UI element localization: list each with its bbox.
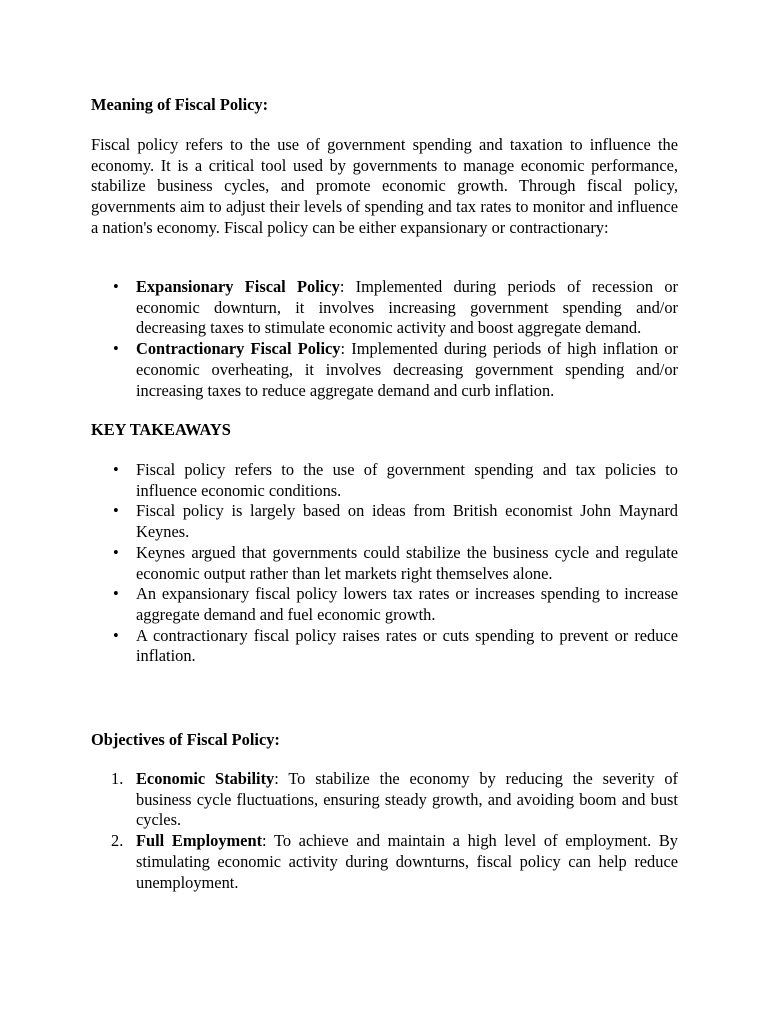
list-item-term: Expansionary Fiscal Policy <box>136 277 340 296</box>
list-item-number: 2. <box>111 831 124 851</box>
list-item <box>91 460 678 501</box>
bullet-icon: • <box>113 625 119 645</box>
list-item-text: A contractionary fiscal policy raises rates or cuts spending to prevent or reduce inflation. <box>136 625 678 666</box>
bullet-icon: • <box>113 277 119 296</box>
list-item <box>91 501 678 542</box>
list-item-text: Fiscal policy refers to the use of government spending and tax policies to influence economic conditions. <box>136 460 678 500</box>
list-item-text: An expansionary fiscal policy lowers tax rates or increases spending to increase aggregate demand and fuel economic growth. <box>136 584 678 624</box>
key-takeaways-list <box>91 460 678 667</box>
list-item-text: : To achieve and maintain a high level of employment. By stimulating economic activity during downturns, fiscal policy can help reduce unemployment. <box>136 831 678 892</box>
list-item-text: : Implemented during periods of recession or economic downturn, it involves increasing government spending and/or decreasing taxes to stimulate economic activity and boost aggregate demand. <box>136 277 678 338</box>
list-item-term: Contractionary Fiscal Policy <box>136 339 341 359</box>
policy-types-list <box>91 277 678 401</box>
section-heading-key-takeaways: KEY TAKEAWAYS <box>91 420 231 439</box>
list-item <box>91 769 678 831</box>
section-heading-meaning: Meaning of Fiscal Policy: <box>91 95 269 114</box>
list-item <box>91 277 678 339</box>
list-item-text: Keynes argued that governments could stabilize the business cycle and regulate economic output rather than let markets right themselves alone. <box>136 542 678 583</box>
list-item <box>91 543 678 584</box>
objectives-list <box>91 769 678 893</box>
section-heading-objectives: Objectives of Fiscal Policy: <box>91 730 280 749</box>
list-item <box>91 339 678 401</box>
list-item-text: Fiscal policy is largely based on ideas from British economist John Maynard Keynes. <box>136 501 678 542</box>
list-item <box>91 584 678 625</box>
list-item <box>91 831 678 893</box>
bullet-icon: • <box>113 460 119 479</box>
list-item-number: 1. <box>111 769 124 788</box>
meaning-paragraph: Fiscal policy refers to the use of government spending and taxation to influence the economy. It is a critical tool used by governments to manage economic performance, stabilize business cycles, and promote economic growth. Through fiscal policy, governments aim to adjust their levels of spending and tax rates to monitor and influence a nation's economy. Fiscal policy can be either expansionary or contractionary: <box>91 135 678 237</box>
list-item <box>91 626 678 667</box>
list-item-text: : Implemented during periods of high inflation or economic overheating, it involves decreasing government spending and/or increasing taxes to reduce aggregate demand and curb inflation. <box>136 339 678 400</box>
bullet-icon: • <box>113 501 119 521</box>
bullet-icon: • <box>113 542 119 562</box>
list-item-text: : To stabilize the economy by reducing the severity of business cycle fluctuations, ensuring steady growth, and avoiding boom and bust cycles. <box>136 769 679 830</box>
bullet-icon: • <box>113 339 119 359</box>
bullet-icon: • <box>113 584 119 604</box>
list-item-term: Economic Stability <box>136 769 275 788</box>
list-item-term: Full Employment <box>136 831 263 851</box>
